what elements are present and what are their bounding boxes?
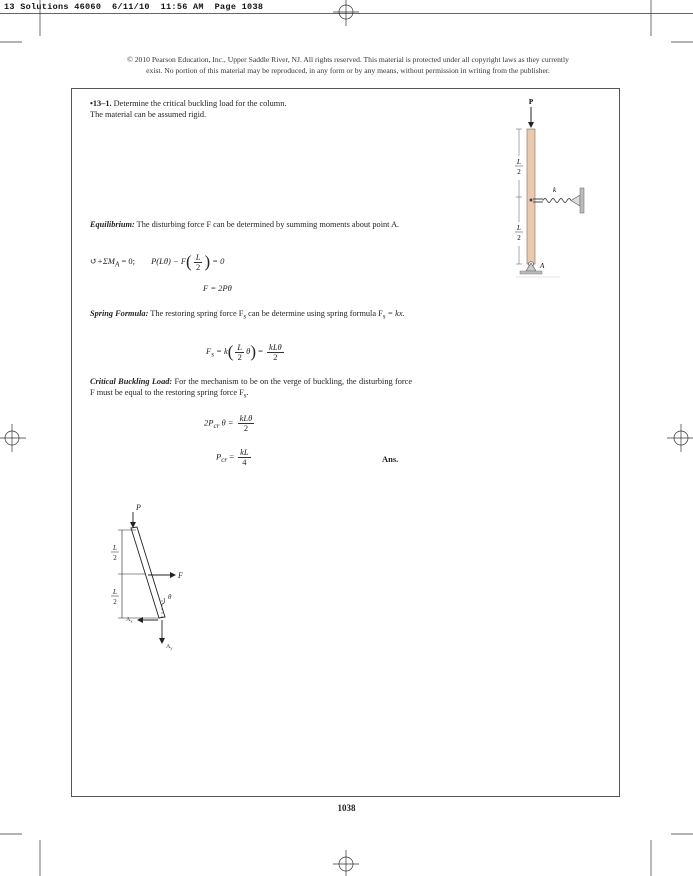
figure-load-label: P: [528, 98, 534, 106]
critical-paragraph: [90, 376, 412, 402]
page-number: 1038: [337, 803, 356, 813]
spring-eq-frac-den: 2: [237, 351, 242, 362]
equilibrium-equation-2: F = 2Pθ: [203, 283, 232, 293]
eq1-lhs: ↺+ΣM: [90, 255, 115, 266]
crit-eq2-lhs: P: [216, 451, 222, 462]
spring-eq-equals: =: [258, 345, 263, 356]
problem-text-line-2: The material can be assumed rigid.: [90, 110, 207, 119]
spring-text-sub-2: s: [382, 313, 386, 321]
spring-eq-mid: = k: [216, 345, 228, 356]
fbd-angle-label: θ: [168, 593, 172, 601]
spring-heading: Spring Formula:: [90, 309, 149, 318]
spring-eq-rhs-num: kLθ: [269, 341, 282, 352]
spring-text-b: can be determine using spring formula F: [248, 309, 383, 318]
fbd-force-arrow-icon: [170, 572, 176, 578]
support-label: A: [540, 262, 545, 270]
equilibrium-paragraph: [90, 219, 412, 230]
copyright-notice: [80, 54, 616, 76]
registration-mark: [667, 424, 693, 452]
critical-equation-1: [204, 414, 256, 433]
print-slug: 13 Solutions 46060 6/11/10 11:56 AM Page 1038: [4, 2, 264, 12]
registration-mark: [333, 0, 359, 26]
spring-eq-frac-num: L: [237, 341, 243, 352]
spring-text-c: = kx.: [387, 309, 405, 318]
crit-eq2-sub: cr: [221, 456, 228, 465]
fbd-tilted-column: [131, 527, 165, 618]
spring-label: k: [553, 186, 557, 194]
free-body-diagram: [100, 500, 240, 660]
copyright-line-2: exist. No portion of this material may be reproduced, in any form or by any means, without permission in writing from the publisher.: [146, 66, 550, 75]
crit-eq1-num: kLθ: [239, 413, 253, 423]
critical-equation-2: [216, 448, 253, 467]
copyright-line-1: © 2010 Pearson Education, Inc., Upper Saddle River, NJ. All rights reserved. This material is protected under all copyright laws as they currently: [127, 55, 569, 64]
spring-icon: [543, 199, 571, 203]
column-figure: [500, 96, 600, 286]
equilibrium-heading: Equilibrium:: [90, 220, 135, 229]
spring-equation: $F_s = k$( $\frac{L}{2}$ θ) = $\frac{\text{kLθ}}{2}$: [206, 341, 282, 362]
crit-eq2-num: kL: [240, 447, 249, 457]
lower-half-num: L: [517, 224, 521, 232]
critical-text-a: For the mechanism to be on the verge of buckling, the disturbing force F must be equal to the restoring spring force F: [90, 377, 413, 397]
eq1-mid: = 0;: [121, 255, 135, 266]
wall-support: [580, 188, 584, 213]
fbd-half-den-bottom: 2: [113, 598, 117, 606]
spring-eq-sub: s: [211, 350, 214, 359]
spring-eq-lhs: F: [206, 345, 212, 356]
fbd-half-num-bottom: L: [113, 588, 117, 596]
spring-eq-theta: θ: [246, 345, 251, 356]
equilibrium-equation-1: $↺+\Sigma M_A = 0$; P(Lθ) − F( $\frac{L}{2}$ ) = 0: [90, 251, 225, 272]
spring-text-sub: s: [243, 313, 247, 321]
critical-text-sub: s: [243, 392, 247, 400]
problem-statement: [90, 98, 420, 120]
fbd-half-num-top: L: [113, 544, 117, 552]
registration-mark: [0, 424, 26, 452]
crit-eq1-theta: θ =: [221, 417, 234, 428]
fbd-reaction-x-label: $A_x$: [126, 617, 133, 624]
answer-label: Ans.: [382, 454, 399, 464]
eq1-rhs-b: = 0: [212, 255, 225, 266]
upper-half-den: 2: [517, 168, 521, 176]
column-bar: [527, 129, 535, 264]
critical-text-b: .: [246, 388, 249, 397]
lower-half-den: 2: [517, 234, 521, 242]
crit-eq1-sub: cr: [213, 422, 220, 431]
eq1-rhs-a: P(Lθ) − F: [151, 255, 187, 266]
eq1-lhs-sub: A: [115, 260, 120, 269]
crit-eq2-den: 4: [242, 457, 247, 467]
registration-mark: [333, 850, 359, 876]
fbd-half-den-top: 2: [113, 554, 117, 562]
crit-eq1-lhs: 2P: [204, 417, 214, 428]
fbd-load-label: P: [136, 503, 141, 512]
equilibrium-text: The disturbing force F can be determined by summing moments about point A.: [136, 220, 400, 229]
critical-heading: Critical Buckling Load:: [90, 377, 173, 386]
problem-text-line-1: Determine the critical buckling load for the column.: [113, 99, 287, 108]
spring-eq-rhs-den: 2: [273, 351, 278, 362]
load-arrow-icon: [528, 122, 534, 128]
eq1-frac-den: 2: [195, 261, 201, 272]
problem-number: •13–1.: [90, 99, 112, 108]
spring-paragraph: [90, 308, 412, 323]
eq1-frac-num: L: [195, 251, 201, 262]
crit-eq2-equals: =: [229, 451, 235, 462]
fbd-reaction-y-arrow-icon: [159, 638, 165, 644]
spring-text-a: The restoring spring force F: [150, 309, 244, 318]
upper-half-num: L: [517, 158, 521, 166]
fbd-reaction-y-label: $A_y$: [166, 644, 173, 651]
crit-eq1-den: 2: [243, 423, 249, 433]
fbd-force-label: F: [178, 571, 183, 580]
